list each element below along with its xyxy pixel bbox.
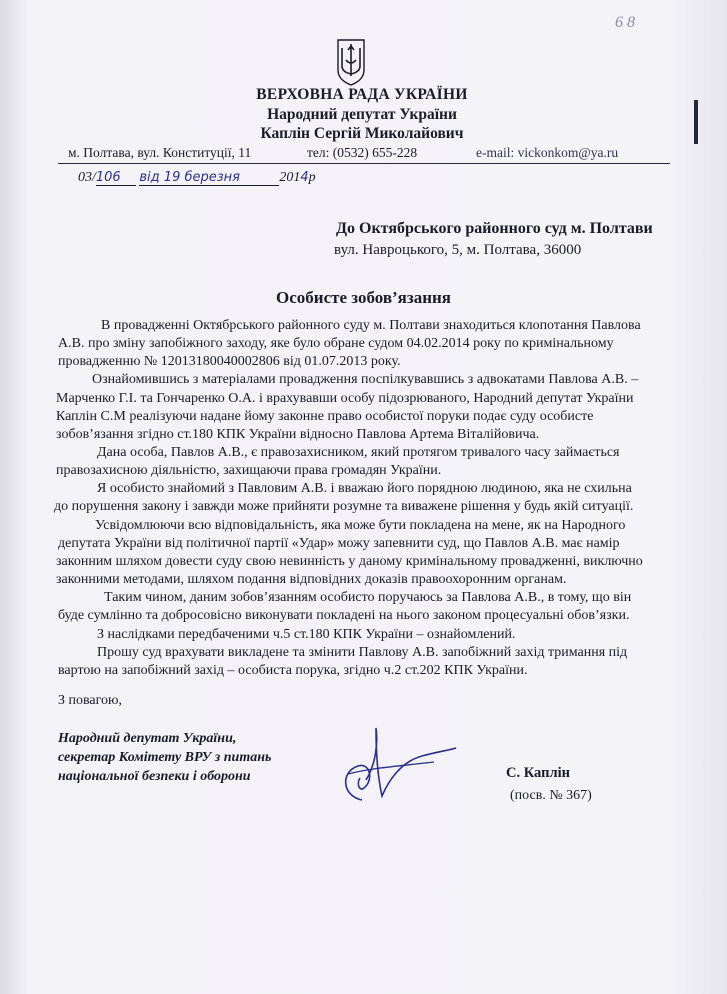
header-divider <box>58 163 670 164</box>
date-hand: 19 березня <box>163 170 240 185</box>
body-line: Таким чином, даним зобов’язанням особисто поручаюсь за Павлова А.В., в тому, що він <box>104 590 632 605</box>
body-line: Прошу суд врахувати викладене та змінити Павлову А.В. запобіжний захід тримання під <box>97 645 628 660</box>
year-suffix: р <box>308 170 316 185</box>
body-line: Каплін С.М реалізуючи надане йому законне право особистої поруки подає суду особисте <box>56 409 594 424</box>
year-printed: 201 <box>279 170 301 185</box>
header-email: e-mail: vickonkom@ya.ru <box>476 145 619 160</box>
trident-icon <box>336 38 366 86</box>
header-address: м. Полтава, вул. Конституції, 11 <box>68 145 252 160</box>
recipient-court: До Октябрського районного суд м. Полтави <box>336 220 653 237</box>
body-line: З наслідками передбаченими ч.5 ст.180 КПК України – ознайомлений. <box>97 627 516 642</box>
body-line: вартою на запобіжний захід – особиста порука, згідно ч.2 ст.202 КПК України. <box>58 663 528 678</box>
closing: З повагою, <box>58 693 122 708</box>
recipient-address: вул. Навроцького, 5, м. Полтава, 36000 <box>334 242 582 258</box>
body-line: законним шляхом довести суду свою невинність у даному кримінальному провадженні, виключно <box>56 554 643 569</box>
signature-image <box>330 722 460 808</box>
binder-mark <box>694 100 698 144</box>
body-line: депутата України від політичної партії «Удар» можу запевнити суд, що Павлов А.В. має намір <box>58 536 620 551</box>
outgoing-number <box>78 170 316 186</box>
year-hand: 4 <box>300 170 309 185</box>
outgoing-no-hand: 106 <box>96 170 136 186</box>
outgoing-date-hand <box>139 170 279 186</box>
signatory-position: Народний депутат України, <box>58 731 237 746</box>
corner-handwritten-note: 6 8 <box>615 14 635 31</box>
body-line: В провадженні Октябрського районного суду м. Полтави знаходиться клопотання Павлова <box>101 318 641 333</box>
body-line: Дана особа, Павлов А.В., є правозахисником, який протягом тривалого часу займається <box>97 445 620 460</box>
body-line: Я особисто знайомий з Павловим А.В. і вважаю його порядною людиною, яка не схильна <box>97 481 632 496</box>
header-parliament: ВЕРХОВНА РАДА УКРАЇНИ <box>256 86 468 103</box>
body-line: А.В. про зміну запобіжного заходу, яке було обране судом 04.02.2014 року по кримінальному <box>58 336 614 351</box>
signatory-certificate: (посв. № 367) <box>510 788 592 803</box>
body-line: Марченко Г.І. та Гончаренко О.А. і врахувавши особу підозрюваного, Народний депутат України <box>56 391 634 406</box>
signatory-committee: секретар Комітету ВРУ з питань <box>58 750 272 765</box>
date-prefix: від <box>139 170 160 185</box>
signatory-committee-2: національної безпеки і оборони <box>58 769 251 784</box>
document-title: Особисте зобов’язання <box>276 288 451 307</box>
body-line: зобов’язання згідно ст.180 КПК України відносно Павлова Артема Віталійовича. <box>56 427 540 442</box>
signatory-name: С. Каплін <box>506 765 570 781</box>
body-line: правозахисною діяльністю, захищаючи права громадян України. <box>56 463 442 478</box>
body-line: Ознайомившись з матеріалами провадження поспілкувавшись з адвокатами Павлова А.В. – <box>92 372 639 387</box>
header-position: Народний депутат України <box>267 106 457 123</box>
body-line: Усвідомлюючи всю відповідальність, яка може бути покладена на мене, як на Народного <box>95 518 626 533</box>
body-line: законними методами, шляхом подання відповідних доказів правоохоронним органам. <box>56 572 567 587</box>
outgoing-prefix: 03/ <box>78 170 96 185</box>
body-line: до порушення закону і завжди може прийняти розумне та виважене рішення у будь якій ситуації. <box>54 499 634 514</box>
header-phone: тел: (0532) 655-228 <box>307 145 418 160</box>
body-line: провадженню № 12013180040002806 від 01.07.2013 року. <box>58 354 401 369</box>
header-name: Каплін Сергій Миколайович <box>260 125 464 142</box>
body-line: буде сумлінно та добросовісно виконувати покладені на нього законом процесуальні обов’язки. <box>58 608 630 623</box>
